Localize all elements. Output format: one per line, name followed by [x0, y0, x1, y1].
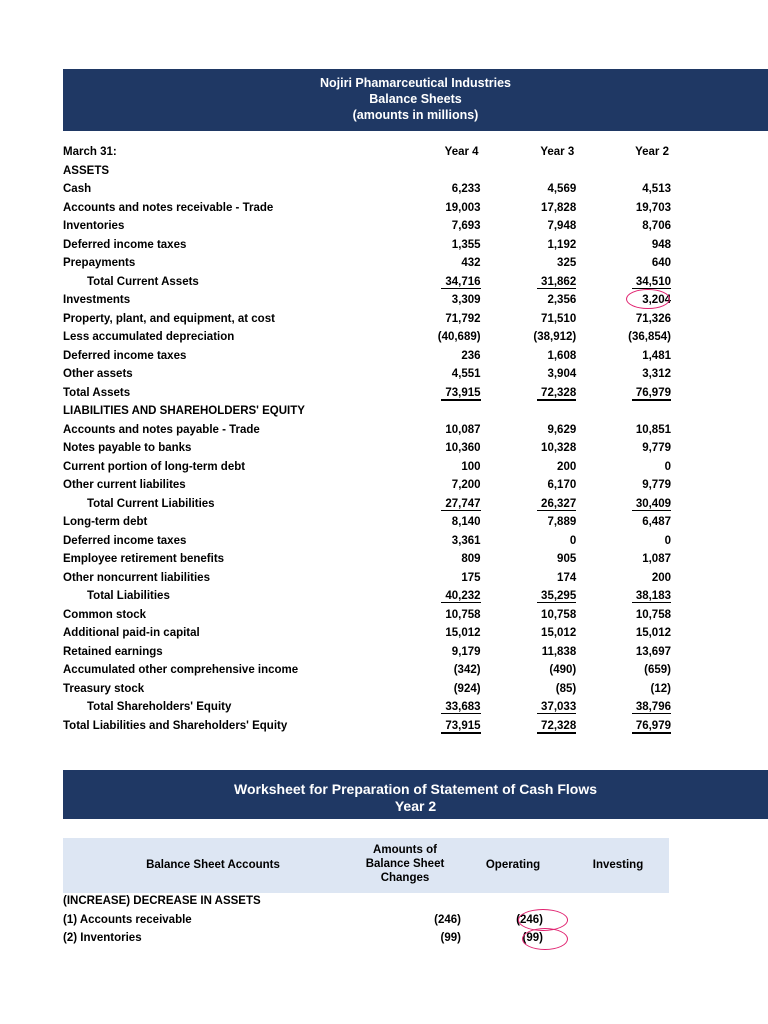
table-row — [63, 310, 671, 329]
table-row — [63, 421, 671, 440]
cell-y4: 7,200 — [451, 479, 481, 492]
row-label: Retained earnings — [63, 645, 163, 658]
table-row — [63, 439, 671, 458]
table-row — [63, 273, 671, 292]
row-label: Deferred income taxes — [63, 349, 187, 362]
cell-y4: 1,355 — [451, 238, 481, 251]
row-label: Common stock — [63, 608, 147, 621]
row-label: Total Shareholders' Equity — [87, 701, 232, 714]
row-label: Property, plant, and equipment, at cost — [63, 312, 275, 325]
cell-y4: 6,233 — [451, 183, 481, 196]
table-row — [63, 569, 671, 588]
cell-y4: 40,232 — [441, 590, 480, 603]
ws-operating: (246) — [516, 913, 543, 926]
cell-y3: (490) — [549, 664, 577, 677]
section-heading: ASSETS — [63, 164, 110, 177]
section-heading: LIABILITIES AND SHAREHOLDERS' EQUITY — [63, 405, 305, 418]
units-note: (amounts in millions) — [352, 108, 479, 122]
cell-y4: 236 — [461, 349, 481, 362]
cell-y2: 9,779 — [642, 442, 671, 455]
cell-y2: 8,706 — [642, 220, 671, 233]
table-row — [63, 199, 671, 218]
table-row — [63, 929, 669, 948]
cell-y2: 10,758 — [635, 608, 671, 621]
row-label: Total Current Liabilities — [87, 497, 215, 510]
ws-change: (246) — [434, 913, 461, 926]
cell-y2: 19,703 — [635, 201, 671, 214]
cell-y4: 73,915 — [441, 387, 480, 401]
ws-operating — [461, 892, 543, 911]
col-investing: Investing — [592, 859, 644, 871]
cell-y3: 200 — [557, 460, 577, 473]
cell-y4: 34,716 — [441, 276, 480, 289]
cell-y3: 3,904 — [547, 368, 577, 381]
cell-y3: 2,356 — [547, 294, 577, 307]
cell-y2: 15,012 — [635, 627, 671, 640]
table-row — [63, 892, 669, 911]
cell-y3: 0 — [569, 534, 577, 547]
worksheet-table — [63, 892, 669, 948]
cell-y2: 640 — [651, 257, 671, 270]
table-row — [63, 384, 671, 403]
row-label: Inventories — [63, 220, 125, 233]
cell-y2: 10,851 — [635, 423, 671, 436]
cell-y4: (924) — [453, 682, 481, 695]
cell-y3: 15,012 — [541, 627, 577, 640]
table-row — [63, 587, 671, 606]
cell-y4: 19,003 — [445, 201, 481, 214]
cell-y2: (659) — [644, 664, 671, 677]
table-row — [63, 495, 671, 514]
table-row — [63, 606, 671, 625]
table-row — [63, 550, 671, 569]
row-label: Employee retirement benefits — [63, 553, 225, 566]
cell-y4: 10,758 — [445, 608, 481, 621]
cell-y4: (40,689) — [437, 331, 481, 344]
table-header-row — [63, 143, 671, 162]
cell-y2: 30,409 — [632, 498, 671, 511]
cell-y4: 73,915 — [441, 720, 480, 734]
table-row — [63, 458, 671, 477]
cell-y3: 72,328 — [537, 387, 576, 401]
row-label: Other current liabilites — [63, 479, 186, 492]
header-year-4: Year 4 — [444, 146, 479, 159]
cell-y2: 1,481 — [642, 349, 671, 362]
table-row — [63, 217, 671, 236]
table-row — [63, 513, 671, 532]
cell-y4: 809 — [461, 553, 481, 566]
worksheet-title: Worksheet for Preparation of Statement of Cash Flows — [233, 781, 598, 797]
row-label: Deferred income taxes — [63, 534, 187, 547]
cell-y2: 1,087 — [642, 553, 671, 566]
cell-y4: (342) — [453, 664, 481, 677]
table-row — [63, 532, 671, 551]
cell-y3: 4,569 — [547, 183, 577, 196]
row-label: Accounts and notes receivable - Trade — [63, 201, 274, 214]
header-label: March 31: — [63, 146, 117, 159]
col-amounts-of-changes: Amounts of Balance Sheet Changes — [365, 844, 445, 884]
ws-label: (2) Inventories — [63, 932, 142, 945]
cell-y4: 10,360 — [445, 442, 481, 455]
cell-y3: 905 — [557, 553, 577, 566]
col-balance-sheet-accounts: Balance Sheet Accounts — [146, 859, 280, 871]
table-row — [63, 698, 671, 717]
cell-y3: 10,328 — [541, 442, 577, 455]
cell-y4: 100 — [461, 460, 481, 473]
ws-operating: (99) — [522, 932, 543, 945]
row-label: Investments — [63, 294, 131, 307]
cell-y3: 10,758 — [541, 608, 577, 621]
cell-y3: 7,889 — [547, 516, 577, 529]
cell-y2: 3,312 — [642, 368, 671, 381]
cell-y2: 34,510 — [632, 276, 671, 289]
ws-change — [403, 892, 461, 911]
row-label: Total Current Assets — [87, 275, 199, 288]
cell-y3: 26,327 — [537, 498, 576, 511]
table-row — [63, 162, 671, 181]
cell-y2: 6,487 — [642, 516, 671, 529]
cell-y3: 72,328 — [537, 720, 576, 734]
cell-y2: 3,204 — [642, 294, 671, 307]
cell-y4: 9,179 — [451, 645, 481, 658]
table-row — [63, 365, 671, 384]
cell-y4: 15,012 — [445, 627, 481, 640]
cell-y2: 200 — [651, 571, 671, 584]
cell-y2: 948 — [651, 238, 671, 251]
row-label: Deferred income taxes — [63, 238, 187, 251]
table-row — [63, 347, 671, 366]
table-row — [63, 624, 671, 643]
cell-y2: 0 — [664, 460, 671, 473]
row-label: Notes payable to banks — [63, 442, 192, 455]
table-row — [63, 328, 671, 347]
row-label: Accounts and notes payable - Trade — [63, 423, 260, 436]
cell-y4: 3,309 — [451, 294, 481, 307]
table-row — [63, 643, 671, 662]
cell-y2: 76,979 — [632, 720, 671, 734]
cell-y4: 7,693 — [451, 220, 481, 233]
cell-y4: 8,140 — [451, 516, 481, 529]
table-row — [63, 180, 671, 199]
cell-y2: 76,979 — [632, 387, 671, 401]
row-label: Total Liabilities and Shareholders' Equity — [63, 719, 288, 732]
cell-y3: (38,912) — [533, 331, 577, 344]
worksheet-year: Year 2 — [394, 798, 437, 814]
worksheet-column-header — [63, 838, 669, 893]
cell-y3: 1,192 — [547, 238, 577, 251]
company-name: Nojiri Phamarceutical Industries — [319, 76, 512, 90]
cell-y3: 1,608 — [547, 349, 577, 362]
row-label: Current portion of long-term debt — [63, 460, 246, 473]
cell-y2: 0 — [664, 534, 671, 547]
cell-y4: 3,361 — [451, 534, 481, 547]
row-label: Additional paid-in capital — [63, 627, 200, 640]
cell-y2: 38,796 — [632, 701, 671, 714]
worksheet-title-banner — [63, 770, 768, 819]
row-label: Long-term debt — [63, 516, 148, 529]
cell-y3: 35,295 — [537, 590, 576, 603]
cell-y4: 175 — [461, 571, 481, 584]
cell-y3: (85) — [555, 682, 577, 695]
cell-y2: 38,183 — [632, 590, 671, 603]
cell-y3: 71,510 — [541, 312, 577, 325]
cell-y3: 325 — [557, 257, 577, 270]
cell-y2: (36,854) — [628, 331, 671, 344]
statement-name: Balance Sheets — [369, 92, 462, 106]
row-label: Total Liabilities — [87, 590, 170, 603]
cell-y4: 4,551 — [451, 368, 481, 381]
cell-y4: 432 — [461, 257, 481, 270]
ws-label: (INCREASE) DECREASE IN ASSETS — [63, 895, 261, 908]
table-row — [63, 402, 671, 421]
row-label: Less accumulated depreciation — [63, 331, 235, 344]
cell-y2: 71,326 — [635, 312, 671, 325]
cell-y4: 33,683 — [441, 701, 480, 714]
cell-y2: 13,697 — [635, 645, 671, 658]
table-row — [63, 680, 671, 699]
table-row — [63, 717, 671, 736]
row-label: Total Assets — [63, 386, 131, 399]
cell-y3: 31,862 — [537, 276, 576, 289]
table-row — [63, 911, 669, 930]
balance-sheet-title-banner — [63, 69, 768, 131]
table-row — [63, 661, 671, 680]
cell-y2: 9,779 — [642, 479, 671, 492]
col-operating: Operating — [485, 859, 541, 871]
cell-y3: 7,948 — [547, 220, 577, 233]
table-row — [63, 476, 671, 495]
cell-y3: 6,170 — [547, 479, 577, 492]
balance-sheet-table — [63, 143, 671, 735]
cell-y3: 11,838 — [541, 645, 577, 658]
cell-y4: 27,747 — [441, 498, 480, 511]
row-label: Other noncurrent liabilities — [63, 571, 210, 584]
cell-y3: 17,828 — [541, 201, 577, 214]
cell-y2: (12) — [650, 682, 671, 695]
ws-label: (1) Accounts receivable — [63, 913, 192, 926]
row-label: Treasury stock — [63, 682, 145, 695]
cell-y3: 174 — [557, 571, 577, 584]
cell-y4: 10,087 — [445, 423, 481, 436]
cell-y4: 71,792 — [445, 312, 481, 325]
header-year-2: Year 2 — [635, 146, 669, 159]
table-row — [63, 291, 671, 310]
row-label: Other assets — [63, 368, 133, 381]
ws-change: (99) — [440, 932, 461, 945]
header-year-3: Year 3 — [540, 146, 575, 159]
table-row — [63, 254, 671, 273]
row-label: Cash — [63, 183, 92, 196]
table-row — [63, 236, 671, 255]
row-label: Accumulated other comprehensive income — [63, 664, 299, 677]
row-label: Prepayments — [63, 257, 136, 270]
cell-y3: 9,629 — [547, 423, 577, 436]
cell-y2: 4,513 — [642, 183, 671, 196]
cell-y3: 37,033 — [537, 701, 576, 714]
